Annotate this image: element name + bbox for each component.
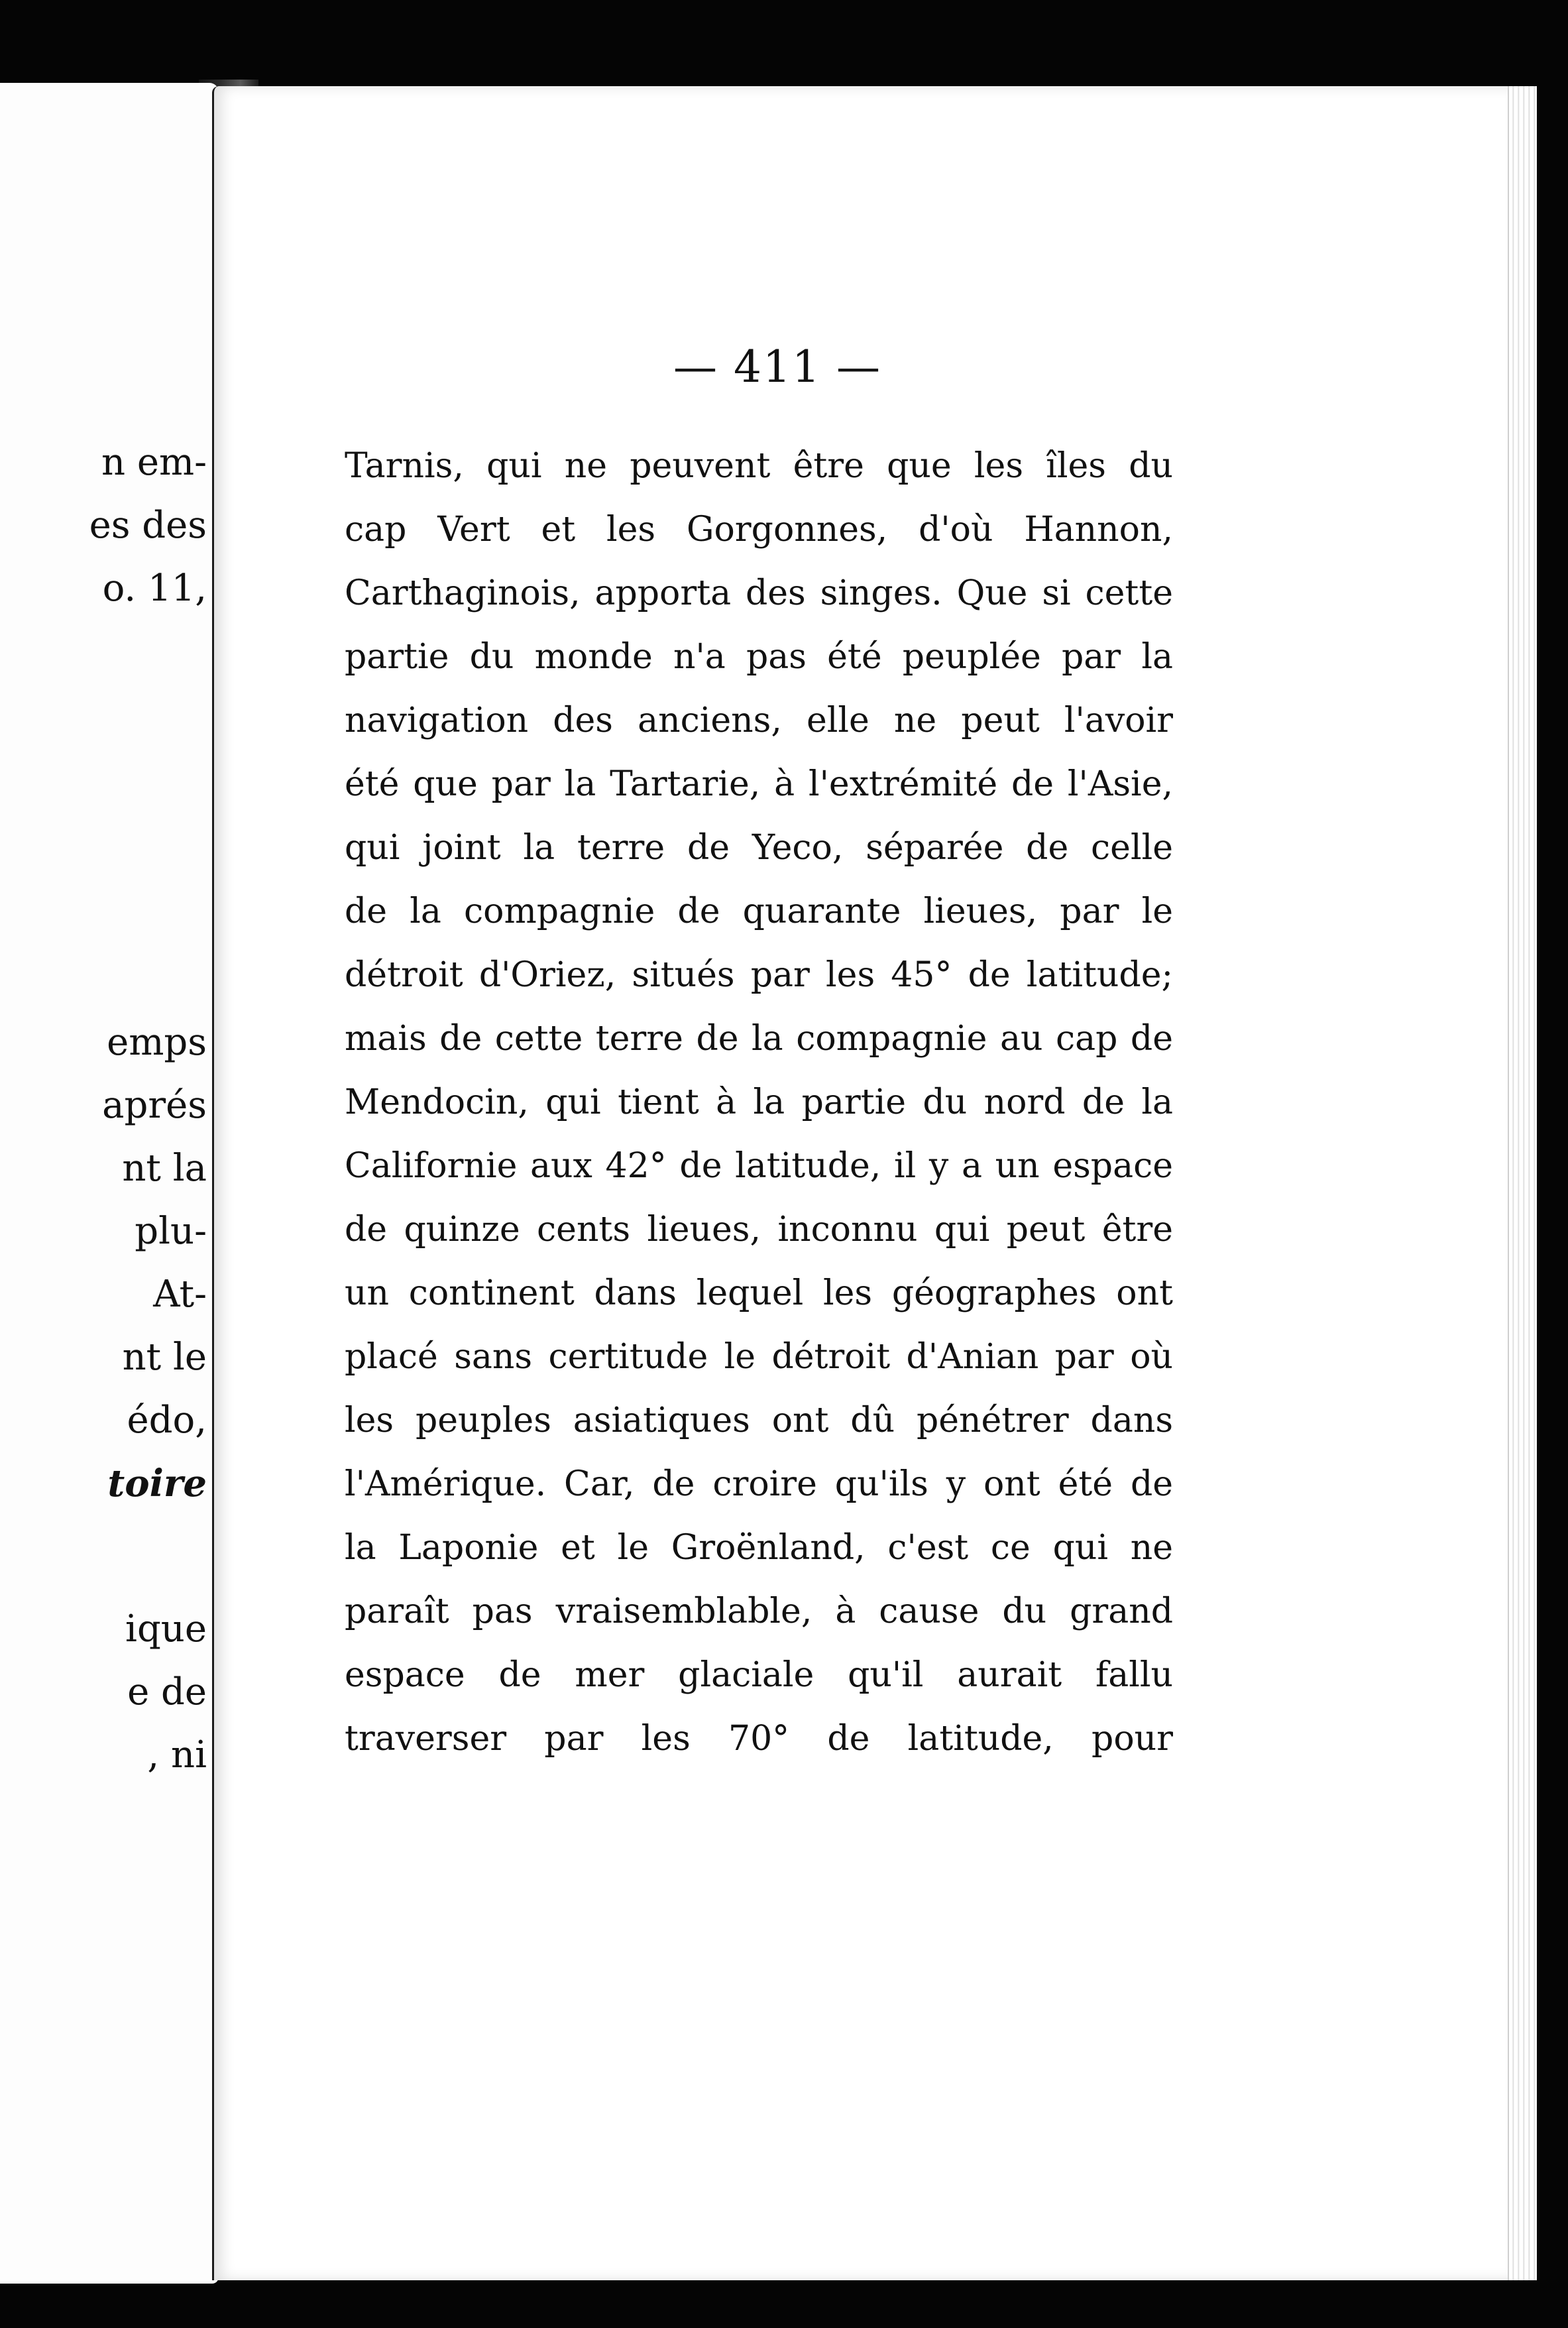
facing-line-fragment: At- — [153, 1273, 207, 1316]
text-line: Californie aux 42° de latitude, il y a un espace — [345, 1146, 1173, 1186]
facing-line-fragment: ique — [125, 1607, 207, 1651]
text-line: été que par la Tartarie, à l'extrémité de l'Asie, — [345, 764, 1173, 804]
text-line: les peuples asiatiques ont dû pénétrer dans — [345, 1401, 1173, 1440]
text-line: mais de cette terre de la compagnie au cap de — [345, 1019, 1173, 1059]
text-line: la Laponie et le Groënland, c'est ce qui ne — [345, 1528, 1173, 1568]
facing-line-fragment: e de — [127, 1670, 207, 1714]
facing-line-fragment: es des — [89, 504, 207, 547]
text-line: détroit d'Oriez, situés par les 45° de latitude; — [345, 955, 1173, 995]
text-line: Mendocin, qui tient à la partie du nord de la — [345, 1082, 1173, 1122]
text-line: paraît pas vraisemblable, à cause du grand — [345, 1592, 1173, 1631]
text-line: qui joint la terre de Yeco, séparée de celle — [345, 828, 1173, 868]
page-body-text — [345, 434, 1173, 1771]
text-line: Tarnis, qui ne peuvent être que les îles du — [345, 446, 1173, 486]
facing-line-fragment: nt la — [122, 1147, 207, 1190]
facing-page-left — [0, 83, 219, 2284]
facing-line-fragment: édo, — [127, 1399, 207, 1442]
facing-line-fragment: emps — [107, 1021, 207, 1064]
text-line: navigation des anciens, elle ne peut l'avoir — [345, 701, 1173, 740]
text-line: traverser par les 70° de latitude, pour — [345, 1719, 1173, 1759]
text-line: partie du monde n'a pas été peuplée par la — [345, 637, 1173, 677]
facing-line-fragment: plu- — [135, 1210, 207, 1253]
text-line: espace de mer glaciale qu'il aurait fallu — [345, 1655, 1173, 1695]
facing-line-fragment: toire — [107, 1462, 207, 1505]
facing-line-fragment: o. 11, — [102, 567, 207, 610]
text-line: cap Vert et les Gorgonnes, d'où Hannon, — [345, 510, 1173, 550]
text-line: placé sans certitude le détroit d'Anian par où — [345, 1337, 1173, 1377]
facing-line-fragment: aprés — [102, 1084, 207, 1127]
text-line: un continent dans lequel les géographes ont — [345, 1273, 1173, 1313]
page-number: — 411 — — [673, 341, 881, 392]
text-line: de la compagnie de quarante lieues, par le — [345, 892, 1173, 931]
facing-page-text — [0, 83, 207, 2284]
facing-line-fragment: n em- — [101, 441, 207, 484]
text-line: de quinze cents lieues, inconnu qui peut être — [345, 1210, 1173, 1250]
text-line: Carthaginois, apporta des singes. Que si cette — [345, 573, 1173, 613]
text-line: l'Amérique. Car, de croire qu'ils y ont été de — [345, 1464, 1173, 1504]
facing-line-fragment: , ni — [147, 1733, 207, 1776]
page-edge-stack — [1508, 86, 1537, 2280]
facing-line-fragment: nt le — [122, 1336, 207, 1379]
